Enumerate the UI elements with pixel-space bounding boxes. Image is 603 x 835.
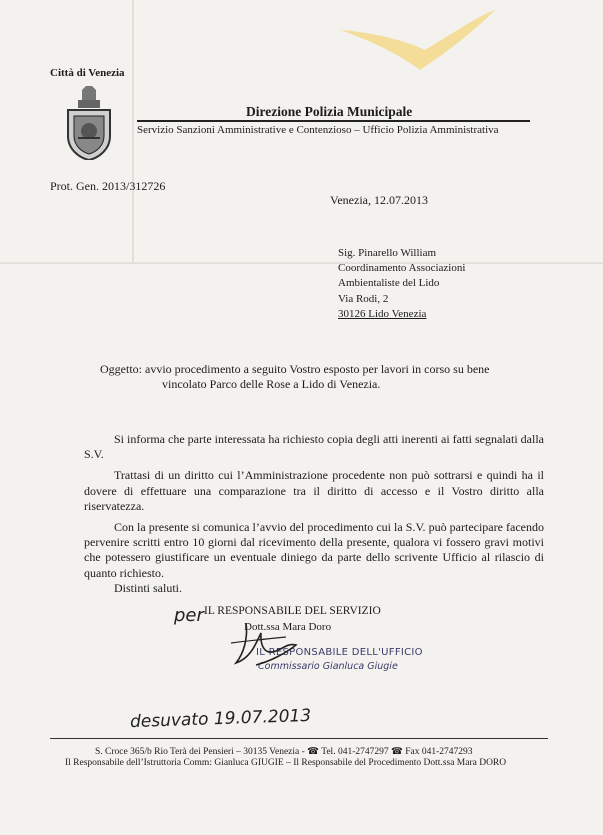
signatory-name: Dott.ssa Mara Doro xyxy=(244,621,332,633)
handwritten-per: per xyxy=(174,605,204,626)
header-rule xyxy=(137,120,530,122)
closing: Distinti saluti. xyxy=(114,580,183,595)
letter-body xyxy=(84,432,544,596)
body-paragraph: Si informa che parte interessata ha richiesto copia degli atti inerenti ai fatti segnalati dalla S.V. xyxy=(84,432,544,462)
service-subtitle: Servizio Sanzioni Amministrative e Contenzioso – Ufficio Polizia Amministrativa xyxy=(137,124,499,136)
footer-responsibles: Il Responsabile dell’Istruttoria Comm: Gianluca GIUGIE – Il Responsabile del Procedimento Dott.ssa Mara DORO xyxy=(65,758,507,768)
stamp-name: Commissario Gianluca Giugie xyxy=(258,661,398,672)
recipient-line: Via Rodi, 2 xyxy=(338,292,389,305)
recipient-line: Coordinamento Associazioni xyxy=(338,262,466,275)
protocol-number: Prot. Gen. 2013/312726 xyxy=(50,179,166,193)
body-paragraph: Con la presente si comunica l’avvio del procedimento cui la S.V. può partecipare facendo pervenire scritti entro 10 giorni dal ricevimento della presente, qualora vi fossero gravi motivi che potessero giustificare un eventuale diniego da parte dello scrivente Ufficio al rilascio di quanto richiesto. xyxy=(84,520,544,580)
body-paragraph: Trattasi di un diritto cui l’Amministrazione procedente non può sottrarsi e quindi ha il dovere di effettuare una comparazione tra il diritto di accesso e il Vostro diritto alla riservatezza. xyxy=(84,468,544,513)
fold-line-horizontal xyxy=(0,262,603,264)
footer-rule xyxy=(50,738,548,739)
signatory-title: IL RESPONSABILE DEL SERVIZIO xyxy=(204,605,381,617)
handwritten-date-note: desuvato 19.07.2013 xyxy=(129,705,312,733)
recipient-line: Sig. Pinarello William xyxy=(338,247,437,259)
stamp-title: IL RESPONSABILE DELL'UFFICIO xyxy=(256,647,423,658)
footer-address: S. Croce 365/b Rio Terà dei Pensieri – 30135 Venezia - ☎ Tel. 041-2747297 ☎ Fax 041-2747293 xyxy=(95,747,473,757)
venice-crest-logo xyxy=(64,86,114,160)
recipient-line: Ambientaliste del Lido xyxy=(338,277,440,290)
city-name: Città di Venezia xyxy=(50,67,125,79)
department-title: Direzione Polizia Municipale xyxy=(246,104,413,119)
recipient-address xyxy=(338,246,465,322)
place-date: Venezia, 12.07.2013 xyxy=(330,193,428,207)
subject-line: Oggetto: avvio procedimento a seguito Vostro esposto per lavori in corso su bene xyxy=(100,362,490,376)
fold-line-vertical xyxy=(132,0,134,262)
yellow-stain xyxy=(300,0,500,80)
recipient-line: 30126 Lido Venezia xyxy=(338,307,427,320)
subject xyxy=(100,362,546,392)
handwritten-signature xyxy=(226,613,316,673)
subject-line: vincolato Parco delle Rose a Lido di Venezia. xyxy=(162,377,381,391)
